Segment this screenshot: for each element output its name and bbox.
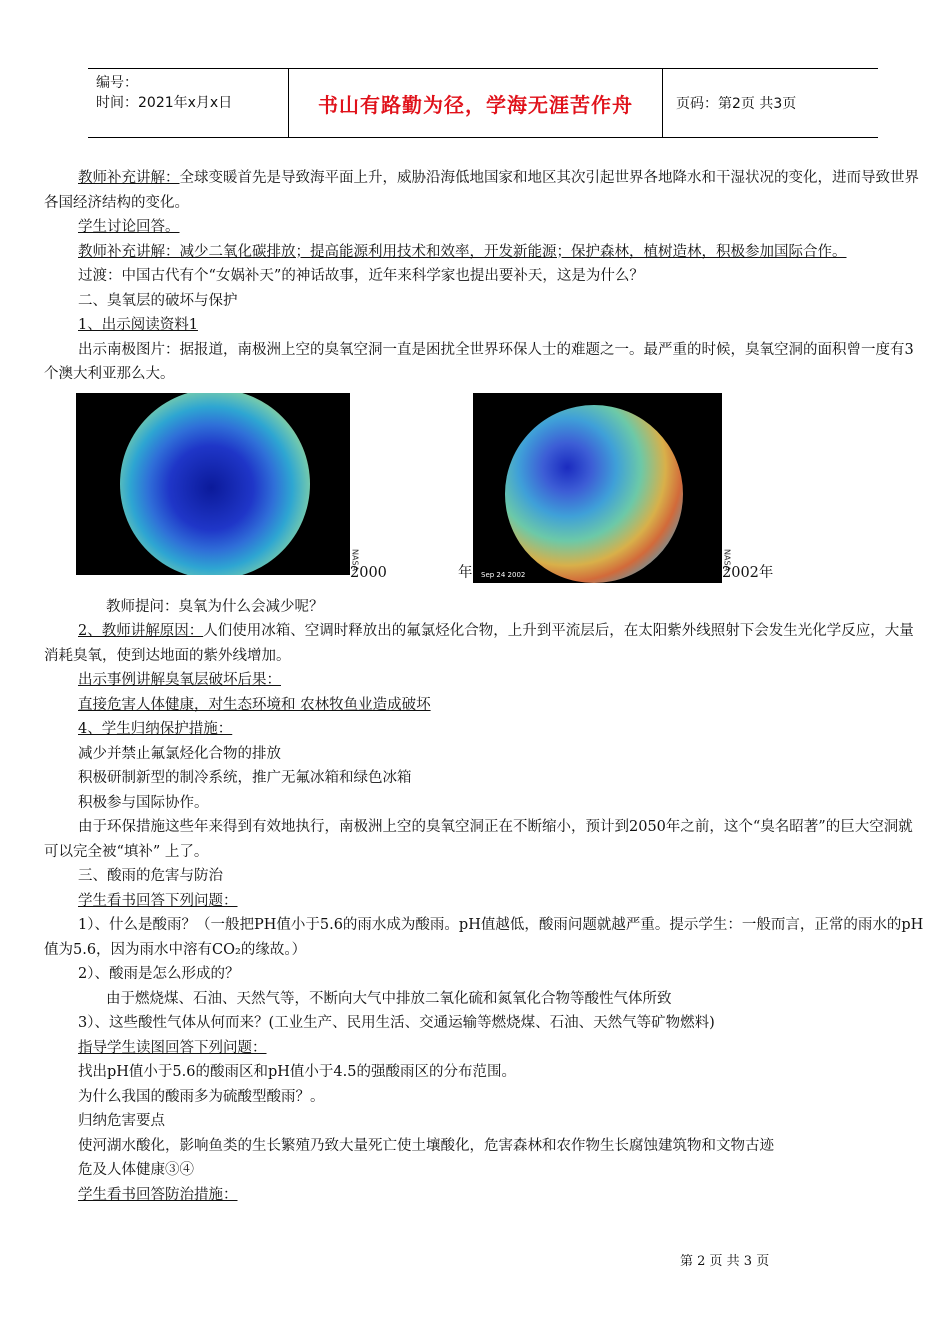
paragraph-text: 使河湖水酸化，影响鱼类的生长繁殖乃致大量死亡使土壤酸化，危害森林和农作物生长腐蚀建筑物和文物古迹 [78,1137,774,1154]
paragraph [44,595,924,620]
paragraph-text: 归纳危害要点 [78,1113,165,1129]
globe-2000 [120,393,310,575]
paragraph-text: 积极参与国际协作。 [78,794,209,811]
paragraph [44,913,924,962]
caption-2002: 2002年 [722,564,774,581]
underlined-text: 教师补充讲解： [78,170,180,186]
paragraph [44,264,924,289]
document-body [44,166,924,1207]
paragraph-text: 由于环保措施这些年来得到有效地执行，南极洲上空的臭氧空洞正在不断缩小，预计到2050年之前，这个“臭名昭著”的巨大空洞就可以完全被“填补” 上了。 [44,819,913,860]
header-motto: 书山有路勤为径，学海无涯苦作舟 [318,93,633,117]
paragraph [44,215,924,240]
paragraph-text: 积极研制新型的制冷系统，推广无氟冰箱和绿色冰箱 [78,770,412,786]
paragraph [44,1011,924,1036]
caption-2000-unit: 年 [458,564,473,581]
underlined-text: 2、教师讲解原因： [78,623,204,639]
caption-2000-year: 2000 [350,564,387,581]
paragraph-text: 1）、什么是酸雨？（一般把PH值小于5.6的雨水成为酸雨。pH值越低，酸雨问题就越严重。提示学生：一般而言，正常的雨水的pH值为5.6，因为雨水中溶有CO₂的缘故。） [44,917,924,958]
paragraph [44,240,924,265]
paragraph [44,1036,924,1061]
underlined-text: 1、出示阅读资料1 [78,317,198,333]
paragraph [44,1183,924,1208]
paragraph [44,668,924,693]
header-page-label: 页码：第2页 共3页 [676,96,797,112]
header-divider [662,69,663,137]
paragraph [44,1158,924,1183]
date-stamp: Sep 24 2002 [481,570,526,579]
paragraph-text: 三、酸雨的危害与防治 [78,868,223,884]
paragraph-text: 危及人体健康③④ [78,1162,194,1178]
underlined-text: 学生看书回答下列问题： [78,892,238,909]
page-header [88,68,878,138]
paragraph [44,889,924,914]
paragraph-text: 教师提问：臭氧为什么会减少呢？ [106,598,324,615]
header-info [96,73,232,113]
paragraph-text: 人们使用冰箱、空调时释放出的氟氯烃化合物，上升到平流层后，在太阳紫外线照射下会发生光化学反应，大量消耗臭氧，使到达地面的紫外线增加。 [44,623,914,664]
underlined-text: 出示事例讲解臭氧层破坏后果： [78,672,281,688]
paragraph [44,338,924,387]
paragraph [44,864,924,889]
body-section-1 [44,166,924,387]
underlined-text: 4、学生归纳保护措施： [78,721,233,737]
paragraph [44,166,924,215]
paragraph [44,619,924,668]
paragraph-text: 过渡：中国古代有个“女娲补天”的神话故事，近年来科学家也提出要补天，这是为什么？ [78,268,644,284]
paragraph [44,693,924,718]
paragraph-text: 找出pH值小于5.6的酸雨区和pH值小于4.5的强酸雨区的分布范围。 [78,1064,516,1080]
paragraph [44,962,924,987]
ozone-images [44,393,924,593]
paragraph-text: 2）、酸雨是怎么形成的？ [78,966,240,982]
number-label: 编号： [96,75,138,91]
paragraph-text: 3）、这些酸性气体从何而来？(工业生产、民用生活、交通运输等燃烧煤、石油、天然气等矿物燃料) [78,1015,715,1031]
underlined-text: 直接危害人体健康，对生态环境和 农林牧鱼业造成破坏 [78,696,431,713]
nasa-label: NASA [722,548,732,571]
nasa-label: NASA [350,548,360,571]
paragraph [44,717,924,742]
paragraph-text: 出示南极图片：据报道，南极洲上空的臭氧空洞一直是困扰全世界环保人士的难题之一。最严重的时候，臭氧空洞的面积曾一度有3个澳大利亚那么大。 [44,341,914,382]
paragraph-text: 二、臭氧层的破坏与保护 [78,292,238,309]
underlined-text: 指导学生读图回答下列问题： [78,1039,267,1056]
paragraph [44,289,924,314]
paragraph [44,1060,924,1085]
paragraph [44,791,924,816]
paragraph [44,1085,924,1110]
paragraph [44,987,924,1012]
paragraph [44,1109,924,1134]
underlined-text: 学生看书回答防治措施： [78,1186,238,1203]
body-section-2 [44,595,924,1208]
page-footer: 第 2 页 共 3 页 [680,1254,770,1269]
ozone-image-2000 [76,393,350,575]
paragraph [44,766,924,791]
paragraph [44,815,924,864]
ozone-image-2002 [473,393,722,583]
paragraph-text: 为什么我国的酸雨多为硫酸型酸雨？。 [78,1088,325,1105]
underlined-text: 学生讨论回答。 [78,219,180,235]
paragraph-text: 减少并禁止氟氯烃化合物的排放 [78,745,281,762]
time-label: 时间：2021年x月x日 [96,95,233,111]
paragraph [44,313,924,338]
paragraph [44,742,924,767]
paragraph-text: 由于燃烧煤、石油、天然气等，不断向大气中排放二氧化硫和氮氧化合物等酸性气体所致 [106,990,672,1007]
paragraph [44,1134,924,1159]
globe-2002 [505,405,683,583]
paragraph-text: 全球变暖首先是导致海平面上升，威胁沿海低地国家和地区其次引起世界各地降水和干湿状况的变化，进而导致世界各国经济结构的变化。 [44,170,919,211]
underlined-text: 教师补充讲解：减少二氧化碳排放；提高能源利用技术和效率，开发新能源；保护森林，植树造林，积极参加国际合作。 [78,243,847,260]
